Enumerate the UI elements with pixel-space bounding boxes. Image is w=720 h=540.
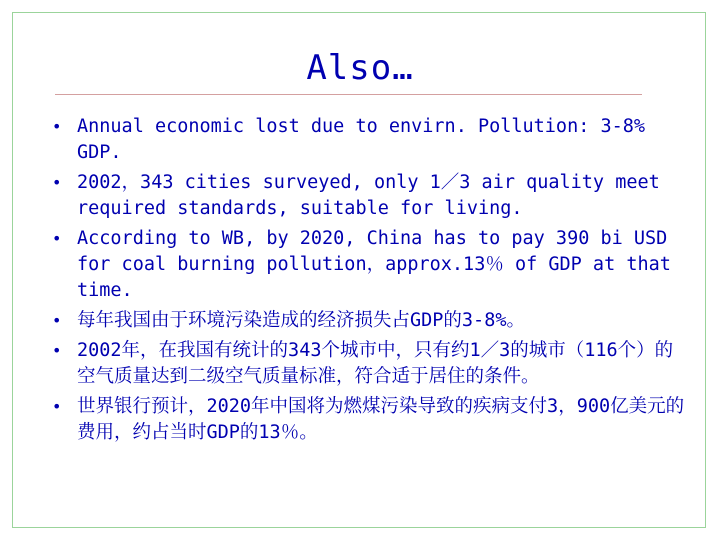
bullet-item (50, 114, 690, 166)
bullet-text: According to WB, by 2020, China has to pay 390 bi USD for coal burning pollution，approx.13％ of GDP at that time. (77, 228, 671, 301)
bullet-item (50, 308, 690, 334)
title-divider (55, 94, 642, 95)
bullet-text: 世界银行预计，2020年中国将为燃煤污染导致的疾病支付3，900亿美元的费用，约占当时GDP的13％。 (77, 396, 685, 443)
bullet-dot-icon: • (52, 397, 62, 416)
bullet-dot-icon: • (52, 173, 62, 192)
bullet-dot-icon: • (52, 229, 62, 248)
bullet-list (50, 114, 690, 450)
bullet-dot-icon: • (52, 117, 62, 136)
bullet-text: 每年我国由于环境污染造成的经济损失占GDP的3-8%。 (77, 310, 525, 331)
bullet-dot-icon: • (52, 341, 62, 360)
bullet-item (50, 338, 690, 390)
bullet-dot-icon: • (52, 311, 62, 330)
bullet-item (50, 170, 690, 222)
slide-title: Also… (306, 48, 414, 88)
bullet-item (50, 394, 690, 446)
bullet-text: 2002年，在我国有统计的343个城市中，只有约1／3的城市（116个）的空气质量达到二级空气质量标准，符合适于居住的条件。 (77, 340, 674, 387)
bullet-text: 2002，343 cities surveyed, only 1／3 air quality meet required standards, suitable for living. (77, 172, 660, 219)
bullet-text: Annual economic lost due to envirn. Pollution: 3-8% GDP. (77, 116, 646, 163)
bullet-item (50, 226, 690, 304)
